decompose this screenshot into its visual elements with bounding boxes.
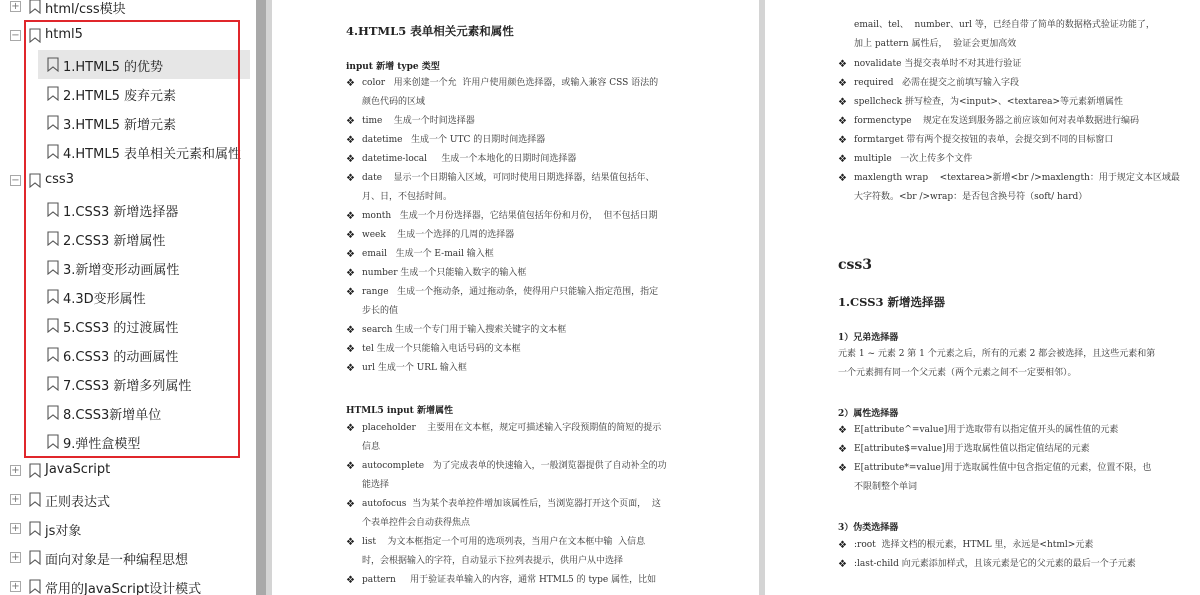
bookmark-sidebar [0, 0, 256, 595]
bullet-text: placeholder 主要用在文本框，规定可描述输入字段预期值的简短的提示 信息 [362, 423, 662, 452]
bullet-icon: ❖ [346, 461, 355, 472]
bullet-icon: ❖ [346, 537, 355, 548]
expand-icon[interactable]: + [11, 552, 20, 563]
bullet-icon: ❖ [346, 325, 355, 336]
attribute-selector-heading: 2）属性选择器 [838, 409, 899, 419]
bullet-text: E[attribute^=value]用于选取带有以指定值开头的属性值的元素 [854, 425, 1119, 435]
bullet-icon: ❖ [838, 78, 847, 89]
bullet-text: novalidate 当提交表单时不对其进行验证 [854, 59, 1022, 69]
bookmark-group[interactable] [0, 21, 256, 50]
bookmark-label: 常用的JavaScript设计模式 [45, 582, 202, 595]
bullet-icon: ❖ [838, 444, 847, 455]
bookmark-group[interactable] [0, 0, 256, 21]
bullet-text: list 为文本框指定一个可用的选项列表，当用户在文本框中输 入信息 时，会根据输入的字符，自动显示下拉列表提示，供用户从中选择 [362, 537, 646, 566]
bullet-icon: ❖ [838, 559, 847, 570]
bullet-text: formtarget 带有两个提交按钮的表单，会提交到不同的目标窗口 [854, 135, 1114, 145]
bookmark-label: js对象 [45, 524, 82, 539]
bookmark-icon [47, 231, 59, 246]
bookmark-icon [47, 57, 59, 72]
bullet-text: autocomplete 为了完成表单的快速输入，一般浏览器提供了自动补全的功 能选择 [362, 461, 667, 490]
bookmark-label: 5.CSS3 的过渡属性 [63, 321, 179, 336]
bullet-icon: ❖ [838, 463, 847, 474]
bookmark-label: html/css模块 [45, 2, 126, 17]
bullet-text: datetime 生成一个 UTC 的日期时间选择器 [362, 135, 546, 145]
bookmark-item[interactable] [0, 50, 256, 79]
bullet-icon: ❖ [346, 363, 355, 374]
bookmark-item[interactable] [0, 137, 256, 166]
bullet-text: E[attribute*=value]用于选取属性值中包含指定值的元素，位置不限，也 不限制整个单词 [854, 463, 1152, 492]
bookmark-item[interactable] [0, 79, 256, 108]
bookmark-icon [47, 318, 59, 333]
bullet-text: tel 生成一个只能输入电话号码的文本框 [362, 344, 521, 354]
bullet-text: pattern 用于验证表单输入的内容，通常 HTML5 的 type 属性，比如 [362, 575, 657, 585]
bullet-icon: ❖ [346, 230, 355, 241]
bullet-icon: ❖ [838, 425, 847, 436]
bookmark-group[interactable] [0, 456, 256, 485]
bullet-icon: ❖ [346, 116, 355, 127]
bullet-text: search 生成一个专门用于输入搜索关键字的文本框 [362, 325, 567, 335]
bookmark-icon [29, 463, 41, 478]
bookmark-item[interactable] [0, 369, 256, 398]
collapse-icon[interactable]: − [11, 30, 20, 41]
expand-icon[interactable]: + [11, 465, 20, 476]
bookmark-label: 2.HTML5 废弃元素 [63, 89, 176, 104]
bookmark-icon [47, 347, 59, 362]
bookmark-icon [29, 521, 41, 536]
bookmark-icon [47, 289, 59, 304]
bullet-icon: ❖ [346, 344, 355, 355]
bullet-text: required 必需在提交之前填写输入字段 [854, 78, 1020, 88]
bookmark-item[interactable] [0, 253, 256, 282]
pseudo-selector-heading: 3）伪类选择器 [838, 523, 899, 533]
bookmark-icon [29, 173, 41, 188]
document-page-right [765, 0, 1200, 595]
bookmark-icon [47, 260, 59, 275]
bookmark-label: 1.CSS3 新增选择器 [63, 205, 179, 220]
bullet-icon: ❖ [346, 287, 355, 298]
bullet-text: maxlength wrap <textarea>新增<br />maxlength：用于规定文本区域最 大字符数。<br />wrap：是否包含换号符（soft/ hard） [854, 173, 1180, 202]
bookmark-icon [47, 115, 59, 130]
bullet-icon: ❖ [346, 173, 355, 184]
bookmark-icon [47, 376, 59, 391]
bookmark-label: 面向对象是一种编程思想 [45, 553, 189, 568]
bullet-icon: ❖ [346, 268, 355, 279]
bullet-text: week 生成一个选择的几周的选择器 [362, 230, 515, 240]
bullet-text: time 生成一个时间选择器 [362, 116, 475, 126]
bookmark-icon [29, 550, 41, 565]
bullet-text: spellcheck 拼写检查，为<input>、<textarea>等元素新增属性 [854, 97, 1123, 107]
bullet-icon: ❖ [838, 59, 847, 70]
sidebar-splitter[interactable] [256, 0, 266, 595]
bookmark-label: JavaScript [45, 462, 111, 477]
expand-icon[interactable]: + [11, 494, 20, 505]
bullet-text: autofocus 当为某个表单控件增加该属性后，当浏览器打开这个页面， 这 个表单控件会自动获得焦点 [362, 499, 661, 528]
bookmark-icon [29, 28, 41, 43]
bookmark-group[interactable] [0, 166, 256, 195]
bookmark-label: css3 [45, 172, 74, 187]
bullet-icon: ❖ [346, 78, 355, 89]
bookmark-label: 1.HTML5 的优势 [63, 60, 163, 75]
bookmark-item[interactable] [0, 224, 256, 253]
bookmark-icon [47, 405, 59, 420]
bullet-text: number 生成一个只能输入数字的输入框 [362, 268, 527, 278]
bullet-text: :root 选择文档的根元素，HTML 里，永远是<html>元素 [854, 540, 1094, 550]
bookmark-icon [29, 492, 41, 507]
bullet-icon: ❖ [346, 499, 355, 510]
paragraph-line: 一个元素拥有同一个父元素（两个元素之间不一定要相邻）。 [838, 368, 1077, 378]
section-title: 4.HTML5 表单相关元素和属性 [346, 24, 514, 38]
bookmark-icon [29, 579, 41, 594]
bookmark-item[interactable] [0, 311, 256, 340]
bookmark-label: 9.弹性盒模型 [63, 437, 141, 452]
bookmark-label: html5 [45, 27, 83, 42]
bookmark-label: 3.HTML5 新增元素 [63, 118, 176, 133]
bookmark-item[interactable] [0, 108, 256, 137]
bookmark-item[interactable] [0, 340, 256, 369]
input-types-heading: input 新增 type 类型 [346, 62, 440, 72]
document-page-left [272, 0, 759, 595]
bullet-text: range 生成一个拖动条，通过拖动条，使得用户只能输入指定范围，指定 步长的值 [362, 287, 659, 316]
bullet-icon: ❖ [346, 423, 355, 434]
bookmark-label: 4.3D变形属性 [63, 292, 146, 307]
bullet-icon: ❖ [346, 211, 355, 222]
bookmark-label: 4.HTML5 表单相关元素和属性 [63, 147, 241, 162]
paragraph-line: 元素 1 ~ 元素 2 第 1 个元素之后，所有的元素 2 都会被选择，且这些元素和第 [838, 349, 1156, 359]
bullet-text: color 用来创建一个允 许用户使用颜色选择器，或输入兼容 CSS 语法的 颜色代码的区域 [362, 78, 659, 107]
bookmark-icon [47, 202, 59, 217]
paragraph-line: 加上 pattern 属性后， 验证会更加高效 [854, 39, 1017, 49]
bullet-icon: ❖ [838, 540, 847, 551]
bookmark-icon [47, 144, 59, 159]
bookmark-label: 6.CSS3 的动画属性 [63, 350, 179, 365]
bookmark-group[interactable] [0, 572, 256, 595]
bookmark-label: 7.CSS3 新增多列属性 [63, 379, 192, 394]
bullet-text: formenctype 规定在发送到服务器之前应该如何对表单数据进行编码 [854, 116, 1139, 126]
bookmark-label: 3.新增变形动画属性 [63, 263, 180, 278]
bookmark-item[interactable] [0, 282, 256, 311]
bookmark-group[interactable] [0, 485, 256, 514]
bullet-icon: ❖ [838, 135, 847, 146]
bookmark-label: 8.CSS3新增单位 [63, 408, 162, 423]
bullet-text: url 生成一个 URL 输入框 [362, 363, 467, 373]
bullet-text: email 生成一个 E-mail 输入框 [362, 249, 494, 259]
bookmark-group[interactable] [0, 543, 256, 572]
input-attrs-heading: HTML5 input 新增属性 [346, 406, 453, 416]
bookmark-group[interactable] [0, 514, 256, 543]
selectors-heading: 1.CSS3 新增选择器 [838, 295, 946, 309]
bookmark-icon [29, 0, 41, 14]
bullet-icon: ❖ [346, 575, 355, 586]
bookmark-icon [47, 86, 59, 101]
bullet-text: :last-child 向元素添加样式，且该元素是它的父元素的最后一个子元素 [854, 559, 1136, 569]
bullet-icon: ❖ [346, 249, 355, 260]
bullet-text: datetime-local 生成一个本地化的日期时间选择器 [362, 154, 577, 164]
bookmark-label: 2.CSS3 新增属性 [63, 234, 166, 249]
bullet-text: E[attribute$=value]用于选取属性值以指定值结尾的元素 [854, 444, 1090, 454]
bookmark-icon [47, 434, 59, 449]
bullet-icon: ❖ [838, 97, 847, 108]
collapse-icon[interactable]: − [11, 175, 20, 186]
bullet-text: multiple 一次上传多个文件 [854, 154, 973, 164]
bookmark-item[interactable] [0, 427, 256, 456]
bullet-text: month 生成一个月份选择器，它结果值包括年份和月份， 但不包括日期 [362, 211, 658, 221]
bullet-icon: ❖ [838, 116, 847, 127]
sibling-selector-heading: 1）兄弟选择器 [838, 333, 899, 343]
bullet-icon: ❖ [838, 173, 847, 184]
expand-icon[interactable]: + [11, 523, 20, 534]
bookmark-item[interactable] [0, 195, 256, 224]
bookmark-item[interactable] [0, 398, 256, 427]
expand-icon[interactable]: + [11, 1, 20, 12]
expand-icon[interactable]: + [11, 581, 20, 592]
bookmark-label: 正则表达式 [45, 495, 111, 510]
bullet-text: date 显示一个日期输入区域，可同时使用日期选择器，结果值包括年、 月、日，不包括时间。 [362, 173, 655, 202]
bullet-icon: ❖ [346, 135, 355, 146]
bullet-icon: ❖ [346, 154, 355, 165]
css3-heading: css3 [838, 257, 873, 273]
bullet-icon: ❖ [838, 154, 847, 165]
paragraph-line: email、tel、 number、url 等，已经自带了简单的数据格式验证功能了， [854, 20, 1155, 30]
